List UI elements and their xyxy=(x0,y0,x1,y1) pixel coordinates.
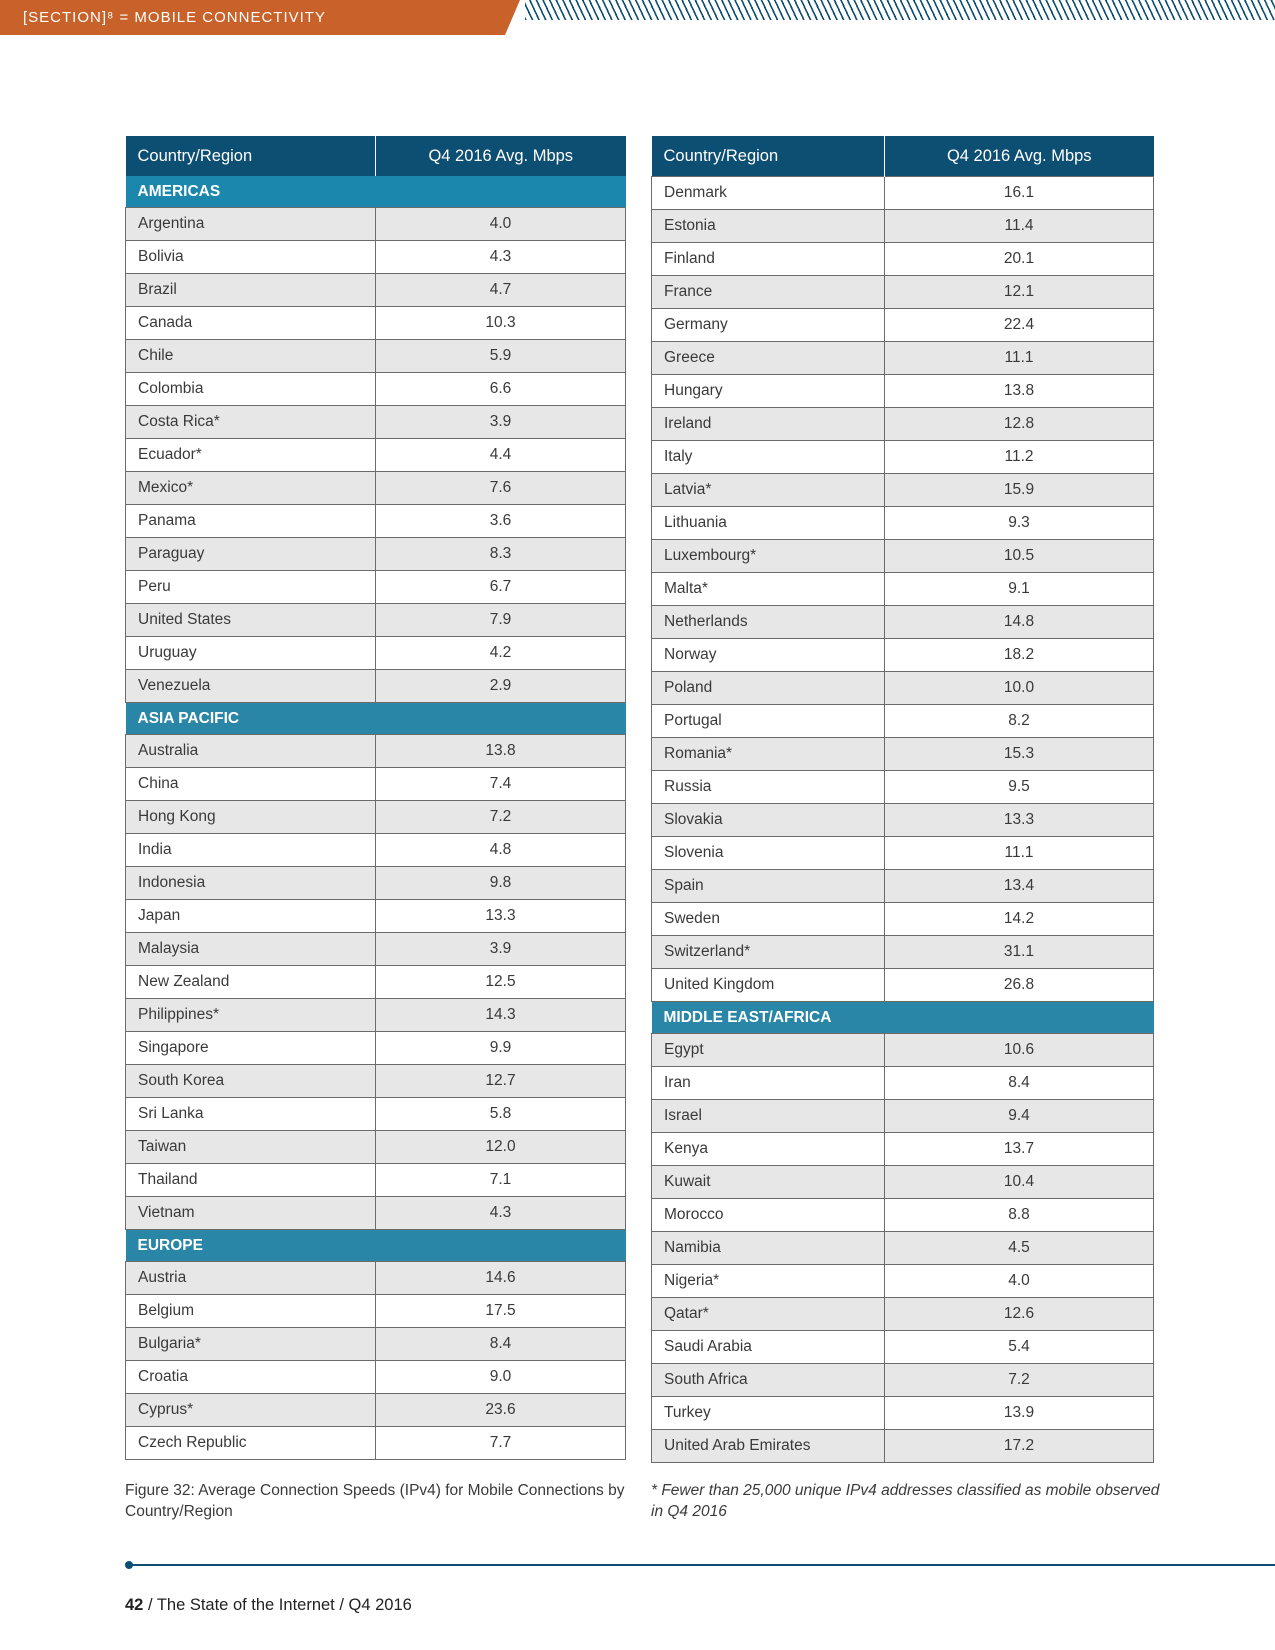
speed-value-cell: 6.6 xyxy=(376,373,626,406)
speed-value-cell: 4.0 xyxy=(885,1265,1154,1298)
speed-value-cell: 8.2 xyxy=(885,705,1154,738)
table-row xyxy=(652,705,1154,738)
speed-value-cell: 5.4 xyxy=(885,1331,1154,1364)
table-row xyxy=(126,1427,626,1460)
speed-value-cell: 13.4 xyxy=(885,870,1154,903)
region-label: ASIA PACIFIC xyxy=(126,703,626,735)
country-name-cell: South Korea xyxy=(126,1065,376,1098)
table-row xyxy=(126,637,626,670)
country-name-cell: Panama xyxy=(126,505,376,538)
table-row xyxy=(126,834,626,867)
table-row xyxy=(126,966,626,999)
country-name-cell: Slovenia xyxy=(652,837,885,870)
country-name-cell: Austria xyxy=(126,1262,376,1295)
speed-value-cell: 9.1 xyxy=(885,573,1154,606)
table-row xyxy=(126,307,626,340)
table-row xyxy=(126,900,626,933)
table-row xyxy=(126,1394,626,1427)
country-name-cell: Colombia xyxy=(126,373,376,406)
speed-value-cell: 12.5 xyxy=(376,966,626,999)
country-name-cell: Kuwait xyxy=(652,1166,885,1199)
country-name-cell: Chile xyxy=(126,340,376,373)
publication-title: / The State of the Internet / Q4 2016 xyxy=(143,1596,412,1614)
table-row xyxy=(652,771,1154,804)
country-name-cell: Germany xyxy=(652,309,885,342)
speed-value-cell: 13.9 xyxy=(885,1397,1154,1430)
table-body-right xyxy=(652,177,1154,1463)
speed-value-cell: 15.9 xyxy=(885,474,1154,507)
region-header-row xyxy=(126,703,626,735)
table-row xyxy=(652,309,1154,342)
speed-value-cell: 5.8 xyxy=(376,1098,626,1131)
table-row xyxy=(126,1131,626,1164)
column-header-country: Country/Region xyxy=(652,136,885,177)
table-row xyxy=(126,1361,626,1394)
table-row xyxy=(126,472,626,505)
table-row xyxy=(126,1262,626,1295)
country-name-cell: Paraguay xyxy=(126,538,376,571)
country-name-cell: Portugal xyxy=(652,705,885,738)
country-name-cell: Costa Rica* xyxy=(126,406,376,439)
country-name-cell: Norway xyxy=(652,639,885,672)
country-name-cell: Turkey xyxy=(652,1397,885,1430)
speed-value-cell: 2.9 xyxy=(376,670,626,703)
table-row xyxy=(652,441,1154,474)
table-row xyxy=(652,837,1154,870)
speed-value-cell: 26.8 xyxy=(885,969,1154,1002)
speed-value-cell: 12.1 xyxy=(885,276,1154,309)
region-label: AMERICAS xyxy=(126,176,626,208)
table-row xyxy=(652,375,1154,408)
country-name-cell: Venezuela xyxy=(126,670,376,703)
speed-value-cell: 7.1 xyxy=(376,1164,626,1197)
country-name-cell: Kenya xyxy=(652,1133,885,1166)
table-row xyxy=(652,606,1154,639)
section-label: [SECTION]⁸ = MOBILE CONNECTIVITY xyxy=(23,9,326,26)
footnote: * Fewer than 25,000 unique IPv4 addresses classified as mobile observed in Q4 2016 xyxy=(651,1482,1160,1520)
table-row xyxy=(652,276,1154,309)
speed-value-cell: 7.2 xyxy=(376,801,626,834)
country-name-cell: India xyxy=(126,834,376,867)
table-row xyxy=(126,373,626,406)
table-row xyxy=(652,540,1154,573)
speed-value-cell: 4.3 xyxy=(376,241,626,274)
speed-value-cell: 8.4 xyxy=(885,1067,1154,1100)
table-row xyxy=(126,1065,626,1098)
table-row xyxy=(126,1328,626,1361)
table-row xyxy=(652,1232,1154,1265)
country-name-cell: Sri Lanka xyxy=(126,1098,376,1131)
page-footer xyxy=(125,1596,412,1615)
table-row xyxy=(652,870,1154,903)
country-name-cell: Switzerland* xyxy=(652,936,885,969)
table-row xyxy=(652,408,1154,441)
country-name-cell: Nigeria* xyxy=(652,1265,885,1298)
speed-value-cell: 14.2 xyxy=(885,903,1154,936)
column-header-speed: Q4 2016 Avg. Mbps xyxy=(376,136,626,176)
country-name-cell: Bulgaria* xyxy=(126,1328,376,1361)
country-name-cell: Namibia xyxy=(652,1232,885,1265)
country-name-cell: Netherlands xyxy=(652,606,885,639)
speed-value-cell: 3.9 xyxy=(376,406,626,439)
country-name-cell: Hong Kong xyxy=(126,801,376,834)
table-header-row xyxy=(126,136,626,176)
country-name-cell: United States xyxy=(126,604,376,637)
table-row xyxy=(652,1298,1154,1331)
table-row xyxy=(652,573,1154,606)
speed-value-cell: 13.8 xyxy=(376,735,626,768)
table-row xyxy=(126,1197,626,1230)
speed-value-cell: 9.3 xyxy=(885,507,1154,540)
table-row xyxy=(126,1032,626,1065)
table-row xyxy=(126,439,626,472)
speed-value-cell: 12.8 xyxy=(885,408,1154,441)
table-row xyxy=(126,538,626,571)
table-row xyxy=(126,274,626,307)
table-row xyxy=(652,903,1154,936)
country-name-cell: Greece xyxy=(652,342,885,375)
table-row xyxy=(652,639,1154,672)
speed-value-cell: 9.8 xyxy=(376,867,626,900)
country-name-cell: United Kingdom xyxy=(652,969,885,1002)
speed-value-cell: 13.3 xyxy=(376,900,626,933)
country-name-cell: Luxembourg* xyxy=(652,540,885,573)
country-name-cell: Philippines* xyxy=(126,999,376,1032)
speed-value-cell: 12.7 xyxy=(376,1065,626,1098)
speed-value-cell: 10.3 xyxy=(376,307,626,340)
region-header-row xyxy=(126,176,626,208)
table-row xyxy=(126,1295,626,1328)
country-name-cell: Japan xyxy=(126,900,376,933)
table-header-row xyxy=(652,136,1154,177)
table-row xyxy=(652,507,1154,540)
speed-value-cell: 8.4 xyxy=(376,1328,626,1361)
country-name-cell: Taiwan xyxy=(126,1131,376,1164)
country-name-cell: Poland xyxy=(652,672,885,705)
table-row xyxy=(126,735,626,768)
country-name-cell: Finland xyxy=(652,243,885,276)
country-name-cell: Singapore xyxy=(126,1032,376,1065)
speed-value-cell: 4.7 xyxy=(376,274,626,307)
country-name-cell: New Zealand xyxy=(126,966,376,999)
speed-value-cell: 18.2 xyxy=(885,639,1154,672)
country-name-cell: Saudi Arabia xyxy=(652,1331,885,1364)
speed-value-cell: 11.4 xyxy=(885,210,1154,243)
speed-value-cell: 22.4 xyxy=(885,309,1154,342)
region-label: EUROPE xyxy=(126,1230,626,1262)
country-name-cell: Hungary xyxy=(652,375,885,408)
speed-value-cell: 4.4 xyxy=(376,439,626,472)
speed-value-cell: 8.3 xyxy=(376,538,626,571)
country-name-cell: Russia xyxy=(652,771,885,804)
table-row xyxy=(652,1397,1154,1430)
speed-value-cell: 13.7 xyxy=(885,1133,1154,1166)
column-header-country: Country/Region xyxy=(126,136,376,176)
country-name-cell: Spain xyxy=(652,870,885,903)
table-row xyxy=(652,1430,1154,1463)
country-name-cell: Canada xyxy=(126,307,376,340)
country-name-cell: Malta* xyxy=(652,573,885,606)
region-header-row xyxy=(126,1230,626,1262)
table-row xyxy=(652,1364,1154,1397)
speed-value-cell: 12.0 xyxy=(376,1131,626,1164)
speed-value-cell: 3.9 xyxy=(376,933,626,966)
country-name-cell: Morocco xyxy=(652,1199,885,1232)
speed-value-cell: 17.2 xyxy=(885,1430,1154,1463)
speed-value-cell: 3.6 xyxy=(376,505,626,538)
speed-value-cell: 8.8 xyxy=(885,1199,1154,1232)
speed-value-cell: 10.0 xyxy=(885,672,1154,705)
country-name-cell: Malaysia xyxy=(126,933,376,966)
country-name-cell: Romania* xyxy=(652,738,885,771)
country-name-cell: Slovakia xyxy=(652,804,885,837)
table-row xyxy=(652,1100,1154,1133)
country-name-cell: Czech Republic xyxy=(126,1427,376,1460)
country-name-cell: Uruguay xyxy=(126,637,376,670)
country-name-cell: Sweden xyxy=(652,903,885,936)
speed-value-cell: 10.4 xyxy=(885,1166,1154,1199)
country-name-cell: United Arab Emirates xyxy=(652,1430,885,1463)
speed-value-cell: 11.1 xyxy=(885,342,1154,375)
speed-value-cell: 10.6 xyxy=(885,1034,1154,1067)
speed-value-cell: 16.1 xyxy=(885,177,1154,210)
table-row xyxy=(126,406,626,439)
speed-value-cell: 11.2 xyxy=(885,441,1154,474)
speed-value-cell: 15.3 xyxy=(885,738,1154,771)
region-label: MIDDLE EAST/AFRICA xyxy=(652,1002,1154,1034)
table-row xyxy=(652,342,1154,375)
speed-value-cell: 12.6 xyxy=(885,1298,1154,1331)
speed-value-cell: 5.9 xyxy=(376,340,626,373)
table-row xyxy=(652,936,1154,969)
table-row xyxy=(126,867,626,900)
country-name-cell: Mexico* xyxy=(126,472,376,505)
speed-value-cell: 4.8 xyxy=(376,834,626,867)
table-row xyxy=(652,177,1154,210)
table-row xyxy=(652,738,1154,771)
table-row xyxy=(652,210,1154,243)
country-name-cell: Israel xyxy=(652,1100,885,1133)
table-row xyxy=(652,474,1154,507)
country-name-cell: Peru xyxy=(126,571,376,604)
speed-table-left xyxy=(125,136,626,1460)
table-row xyxy=(652,1133,1154,1166)
country-name-cell: South Africa xyxy=(652,1364,885,1397)
speed-value-cell: 23.6 xyxy=(376,1394,626,1427)
table-row xyxy=(126,1098,626,1131)
country-name-cell: Qatar* xyxy=(652,1298,885,1331)
country-name-cell: China xyxy=(126,768,376,801)
speed-value-cell: 13.8 xyxy=(885,375,1154,408)
table-row xyxy=(652,1067,1154,1100)
column-header-speed: Q4 2016 Avg. Mbps xyxy=(885,136,1154,177)
speed-value-cell: 17.5 xyxy=(376,1295,626,1328)
table-row xyxy=(652,1331,1154,1364)
speed-value-cell: 14.6 xyxy=(376,1262,626,1295)
table-row xyxy=(652,969,1154,1002)
country-name-cell: Brazil xyxy=(126,274,376,307)
country-name-cell: Argentina xyxy=(126,208,376,241)
table-row xyxy=(126,933,626,966)
country-name-cell: Bolivia xyxy=(126,241,376,274)
country-name-cell: Vietnam xyxy=(126,1197,376,1230)
speed-value-cell: 14.8 xyxy=(885,606,1154,639)
footer-rule xyxy=(130,1564,1275,1566)
table-row xyxy=(652,1166,1154,1199)
table-row xyxy=(126,999,626,1032)
speed-value-cell: 31.1 xyxy=(885,936,1154,969)
speed-value-cell: 13.3 xyxy=(885,804,1154,837)
speed-table-right xyxy=(651,136,1154,1463)
speed-value-cell: 4.2 xyxy=(376,637,626,670)
country-name-cell: Belgium xyxy=(126,1295,376,1328)
page-number: 42 xyxy=(125,1596,144,1614)
table-row xyxy=(126,670,626,703)
speed-value-cell: 7.2 xyxy=(885,1364,1154,1397)
country-name-cell: Lithuania xyxy=(652,507,885,540)
table-row xyxy=(652,1265,1154,1298)
country-name-cell: Australia xyxy=(126,735,376,768)
figure-caption: Figure 32: Average Connection Speeds (IPv4) for Mobile Connections by Country/Region xyxy=(125,1482,625,1520)
country-name-cell: Iran xyxy=(652,1067,885,1100)
table-row xyxy=(652,1034,1154,1067)
country-name-cell: Latvia* xyxy=(652,474,885,507)
table-row xyxy=(652,804,1154,837)
speed-value-cell: 20.1 xyxy=(885,243,1154,276)
speed-value-cell: 7.7 xyxy=(376,1427,626,1460)
country-name-cell: Estonia xyxy=(652,210,885,243)
region-header-row xyxy=(652,1002,1154,1034)
table-row xyxy=(652,1199,1154,1232)
country-name-cell: Indonesia xyxy=(126,867,376,900)
table-row xyxy=(126,1164,626,1197)
table-row xyxy=(652,243,1154,276)
table-row xyxy=(126,505,626,538)
table-row xyxy=(126,241,626,274)
speed-value-cell: 4.0 xyxy=(376,208,626,241)
country-name-cell: Croatia xyxy=(126,1361,376,1394)
country-name-cell: Cyprus* xyxy=(126,1394,376,1427)
table-row xyxy=(126,768,626,801)
speed-value-cell: 6.7 xyxy=(376,571,626,604)
speed-value-cell: 7.6 xyxy=(376,472,626,505)
country-name-cell: Denmark xyxy=(652,177,885,210)
country-name-cell: Ecuador* xyxy=(126,439,376,472)
country-name-cell: Egypt xyxy=(652,1034,885,1067)
speed-value-cell: 7.4 xyxy=(376,768,626,801)
speed-value-cell: 9.9 xyxy=(376,1032,626,1065)
table-row xyxy=(126,571,626,604)
country-name-cell: Ireland xyxy=(652,408,885,441)
speed-value-cell: 4.3 xyxy=(376,1197,626,1230)
country-name-cell: Italy xyxy=(652,441,885,474)
table-row xyxy=(126,604,626,637)
speed-value-cell: 10.5 xyxy=(885,540,1154,573)
header-stripe-pattern xyxy=(525,0,1275,20)
speed-value-cell: 9.0 xyxy=(376,1361,626,1394)
country-name-cell: Thailand xyxy=(126,1164,376,1197)
table-row xyxy=(126,208,626,241)
table-row xyxy=(126,340,626,373)
speed-value-cell: 4.5 xyxy=(885,1232,1154,1265)
table-row xyxy=(652,672,1154,705)
speed-value-cell: 11.1 xyxy=(885,837,1154,870)
country-name-cell: France xyxy=(652,276,885,309)
speed-value-cell: 7.9 xyxy=(376,604,626,637)
speed-value-cell: 9.5 xyxy=(885,771,1154,804)
speed-value-cell: 9.4 xyxy=(885,1100,1154,1133)
table-row xyxy=(126,801,626,834)
table-body-left xyxy=(126,176,626,1460)
speed-value-cell: 14.3 xyxy=(376,999,626,1032)
